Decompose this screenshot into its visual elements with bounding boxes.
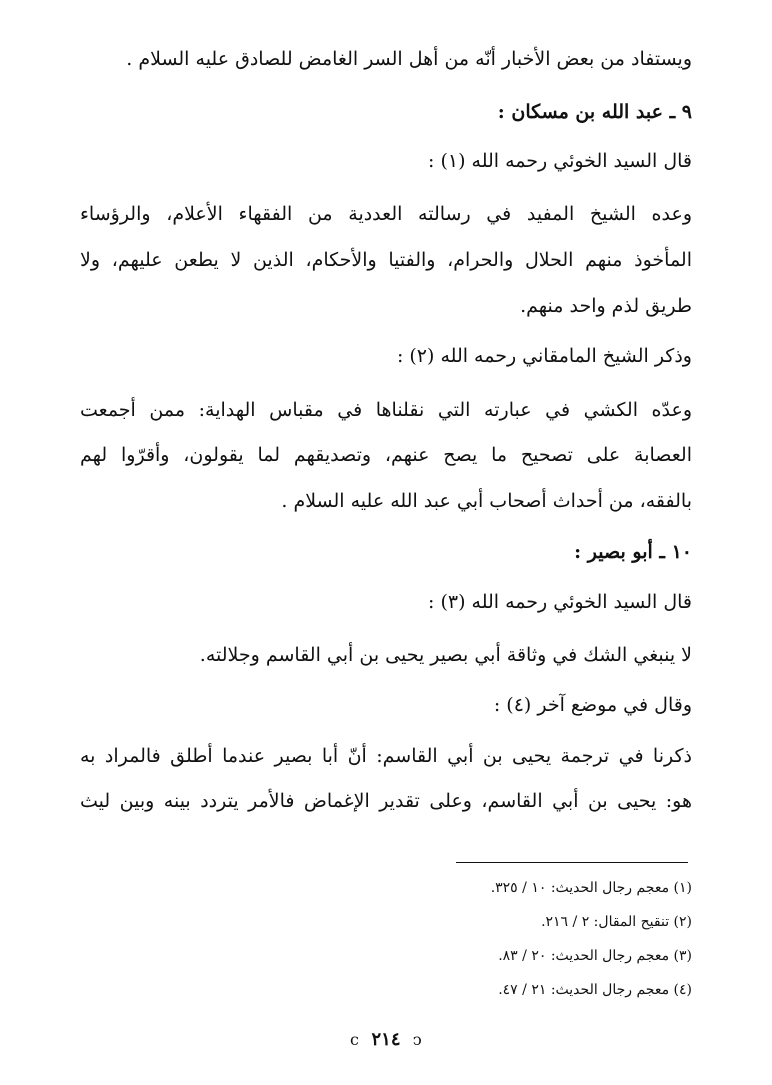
footnote: (٢) تنقيح المقال: ٢ / ٢١٦.	[541, 914, 692, 930]
text-line: بالفقه، من أحداث أصحاب أبي عبد الله عليه السلام .	[281, 490, 692, 512]
page-number-footer	[0, 1028, 772, 1052]
footnote: (٤) معجم رجال الحديث: ٢١ / ٤٧.	[498, 982, 692, 998]
text-line: وعدّه الكشي في عبارته التي نقلناها في مقباس الهداية: ممن أجمعت	[80, 399, 692, 421]
section-heading: ٩ ـ عبد الله بن مسكان :	[497, 101, 692, 123]
text-line: ويستفاد من بعض الأخبار أنّه من أهل السر الغامض للصادق عليه السلام .	[126, 48, 692, 70]
text-line: وذكر الشيخ المامقاني رحمه الله (٢) :	[396, 345, 692, 367]
text-line: قال السيد الخوئي رحمه الله (٣) :	[428, 591, 692, 613]
text-line: المأخوذ منهم الحلال والحرام، والفتيا والأحكام، الذين لا يطعن عليهم، ولا	[80, 249, 692, 271]
text-line: ذكرنا في ترجمة يحيى بن أبي القاسم: أنّ أبا بصير عندما أطلق فالمراد به	[80, 745, 692, 767]
footnote: (٣) معجم رجال الحديث: ٢٠ / ٨٣.	[498, 948, 692, 964]
text-line: طريق لذم واحد منهم.	[520, 295, 692, 317]
page-number: ٢١٤	[371, 1029, 401, 1050]
ornament-icon: ↄ	[350, 1030, 360, 1049]
text-line: وعده الشيخ المفيد في رسالته العددية من الفقهاء الأعلام، والرؤساء	[80, 203, 692, 225]
ornament-icon: ↄ	[412, 1030, 422, 1049]
section-heading: ١٠ ـ أبو بصير :	[574, 541, 692, 563]
footnote-divider	[456, 862, 688, 863]
footnote: (١) معجم رجال الحديث: ١٠ / ٣٢٥.	[490, 880, 692, 896]
text-line: هو: يحيى بن أبي القاسم، وعلى تقدير الإغماض فالأمر يتردد بينه وبين ليث	[80, 790, 692, 812]
text-line: العصابة على تصحيح ما يصح عنهم، وتصديقهم لما يقولون، وأقرّوا لهم	[80, 444, 692, 466]
text-line: وقال في موضع آخر (٤) :	[493, 694, 692, 716]
text-line: قال السيد الخوئي رحمه الله (١) :	[428, 150, 692, 172]
text-line: لا ينبغي الشك في وثاقة أبي بصير يحيى بن أبي القاسم وجلالته.	[199, 644, 692, 666]
